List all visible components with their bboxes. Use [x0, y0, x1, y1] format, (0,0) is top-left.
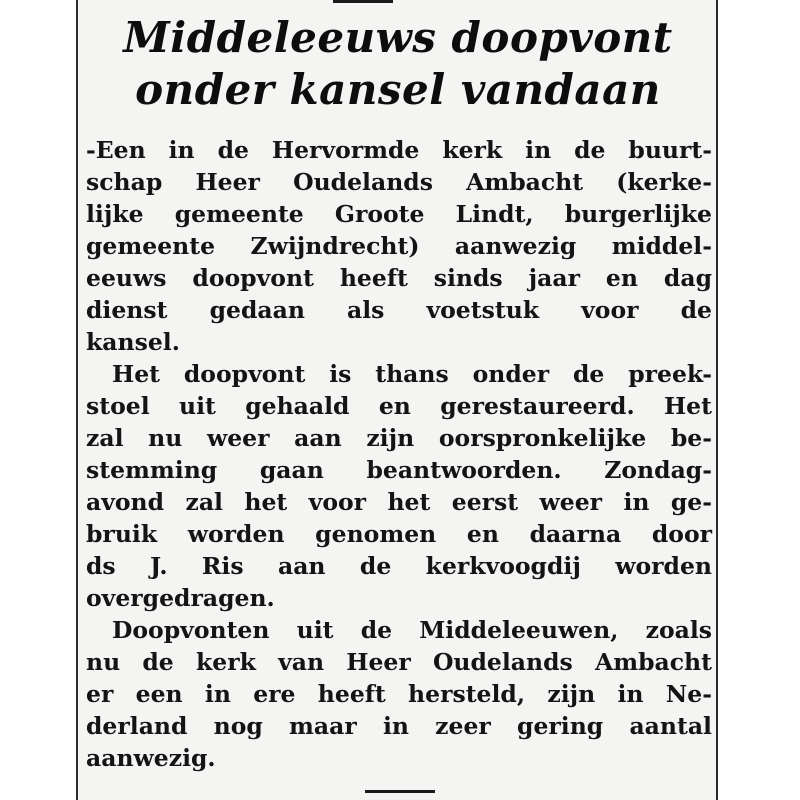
- paragraph-2: [86, 358, 712, 614]
- text-line: schap Heer Oudelands Ambacht (kerke-: [86, 168, 712, 196]
- bottom-rule: [365, 790, 435, 793]
- paragraph-1: [86, 134, 712, 358]
- text-line: dienst gedaan als voetstuk voor de: [86, 296, 712, 324]
- text-line: nu de kerk van Heer Oudelands Ambacht: [86, 648, 712, 676]
- headline: [80, 12, 716, 116]
- text-line: overgedragen.: [86, 584, 275, 612]
- paragraph-3: [86, 614, 712, 774]
- text-line: Doopvonten uit de Middeleeuwen, zoals: [112, 616, 712, 644]
- article-body: [86, 134, 712, 774]
- headline-line-1: Middeleeuws doopvont: [123, 13, 673, 62]
- text-line: er een in ere heeft hersteld, zijn in Ne-: [86, 680, 712, 708]
- text-line: derland nog maar in zeer gering aantal: [86, 712, 712, 740]
- text-line: lijke gemeente Groote Lindt, burgerlijke: [86, 200, 712, 228]
- text-line: bruik worden genomen en daarna door: [86, 520, 712, 548]
- top-rule: [333, 0, 393, 3]
- text-line: ds J. Ris aan de kerkvoogdij worden: [86, 552, 712, 580]
- text-line: -Een in de Hervormde kerk in de buurt-: [86, 136, 712, 164]
- text-line: kansel.: [86, 328, 180, 356]
- text-line: avond zal het voor het eerst weer in ge-: [86, 488, 712, 516]
- text-line: Het doopvont is thans onder de preek-: [112, 360, 712, 388]
- text-line: zal nu weer aan zijn oorspronkelijke be-: [86, 424, 712, 452]
- text-line: eeuws doopvont heeft sinds jaar en dag: [86, 264, 712, 292]
- text-line: stemming gaan beantwoorden. Zondag-: [86, 456, 712, 484]
- text-line: aanwezig.: [86, 744, 216, 772]
- text-line: stoel uit gehaald en gerestaureerd. Het: [86, 392, 712, 420]
- headline-line-2: onder kansel vandaan: [135, 65, 661, 114]
- text-line: gemeente Zwijndrecht) aanwezig middel-: [86, 232, 712, 260]
